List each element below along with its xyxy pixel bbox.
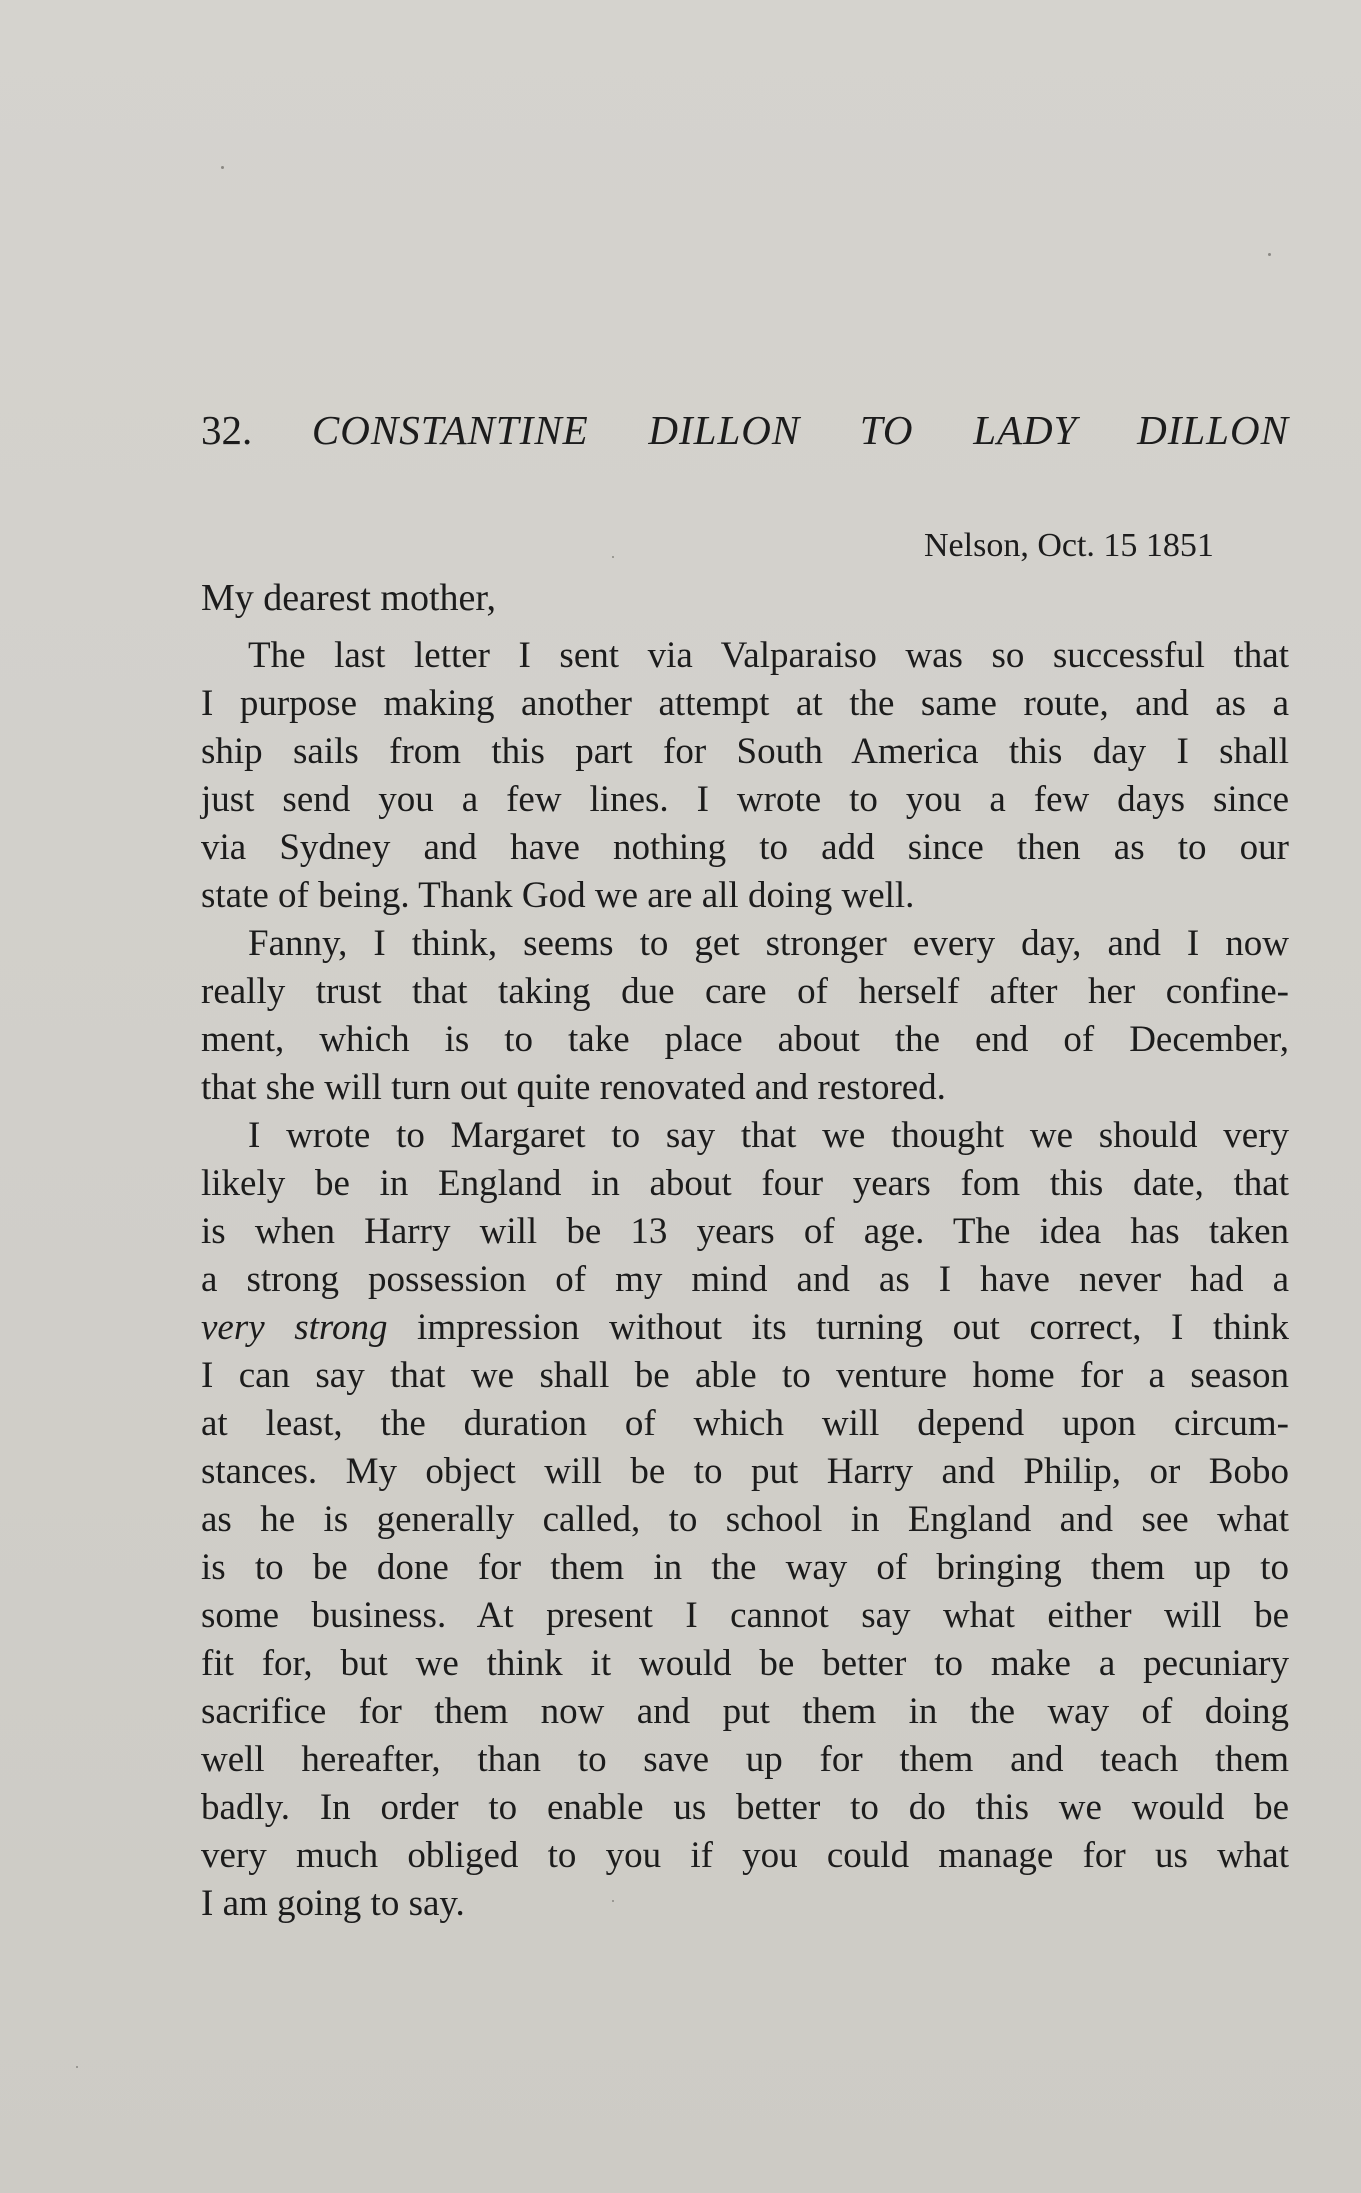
body-line: The last letter I sent via Valparaiso was so successful that	[248, 635, 1289, 676]
body-line: fit for, but we think it would be better to make a pecuniary	[201, 1643, 1289, 1684]
dateline: Nelson, Oct. 15 1851	[924, 527, 1214, 564]
body-line: sacrifice for them now and put them in the way of doing	[201, 1691, 1289, 1732]
body-line: just send you a few lines. I wrote to you a few days since	[201, 779, 1289, 820]
body-line: ship sails from this part for South America this day I shall	[201, 731, 1289, 772]
paper-speck	[221, 166, 224, 169]
body-line: Fanny, I think, seems to get stronger every day, and I now	[248, 923, 1289, 964]
body-line: I wrote to Margaret to say that we thought we should very	[248, 1115, 1289, 1156]
paper-speck	[76, 2066, 78, 2068]
body-line-rest: impression without its turning out correct, I think	[387, 1307, 1289, 1348]
body-line: well hereafter, than to save up for them and teach them	[201, 1739, 1289, 1780]
emphasis-text: very strong	[201, 1307, 388, 1348]
body-line-mixed	[201, 1304, 1289, 1352]
body-line: is to be done for them in the way of bringing them up to	[201, 1547, 1289, 1588]
body-line: at least, the duration of which will depend upon circum-	[201, 1403, 1289, 1444]
letter-body	[201, 632, 1289, 1928]
body-line: I can say that we shall be able to venture home for a season	[201, 1355, 1289, 1396]
paper-speck	[612, 1900, 614, 1902]
letter-heading	[201, 402, 1289, 458]
body-line: that she will turn out quite renovated and restored.	[201, 1067, 946, 1108]
heading-word: LADY	[973, 407, 1078, 453]
body-line: as he is generally called, to school in England and see what	[201, 1499, 1289, 1540]
body-line: badly. In order to enable us better to do this we would be	[201, 1787, 1289, 1828]
letter-number: 32.	[201, 407, 253, 453]
heading-word: DILLON	[648, 407, 801, 453]
body-line: really trust that taking due care of herself after her confine-	[201, 971, 1289, 1012]
paper-speck	[1268, 253, 1271, 256]
heading-word: DILLON	[1137, 407, 1289, 453]
paper-speck	[612, 556, 614, 558]
heading-word: CONSTANTINE	[311, 407, 589, 453]
body-line: via Sydney and have nothing to add since then as to our	[201, 827, 1289, 868]
heading-word: TO	[859, 407, 914, 453]
body-line: ment, which is to take place about the end of December,	[201, 1019, 1289, 1060]
body-line: a strong possession of my mind and as I have never had a	[201, 1259, 1289, 1300]
body-line: I purpose making another attempt at the same route, and as a	[201, 683, 1289, 724]
salutation: My dearest mother,	[201, 577, 497, 619]
body-line: very much obliged to you if you could manage for us what	[201, 1835, 1289, 1876]
body-line: some business. At present I cannot say what either will be	[201, 1595, 1289, 1636]
body-line: stances. My object will be to put Harry and Philip, or Bobo	[201, 1451, 1289, 1492]
body-line: likely be in England in about four years fom this date, that	[201, 1163, 1289, 1204]
body-line: state of being. Thank God we are all doing well.	[201, 875, 915, 916]
body-line: I am going to say.	[201, 1883, 465, 1924]
body-line: is when Harry will be 13 years of age. The idea has taken	[201, 1211, 1289, 1252]
